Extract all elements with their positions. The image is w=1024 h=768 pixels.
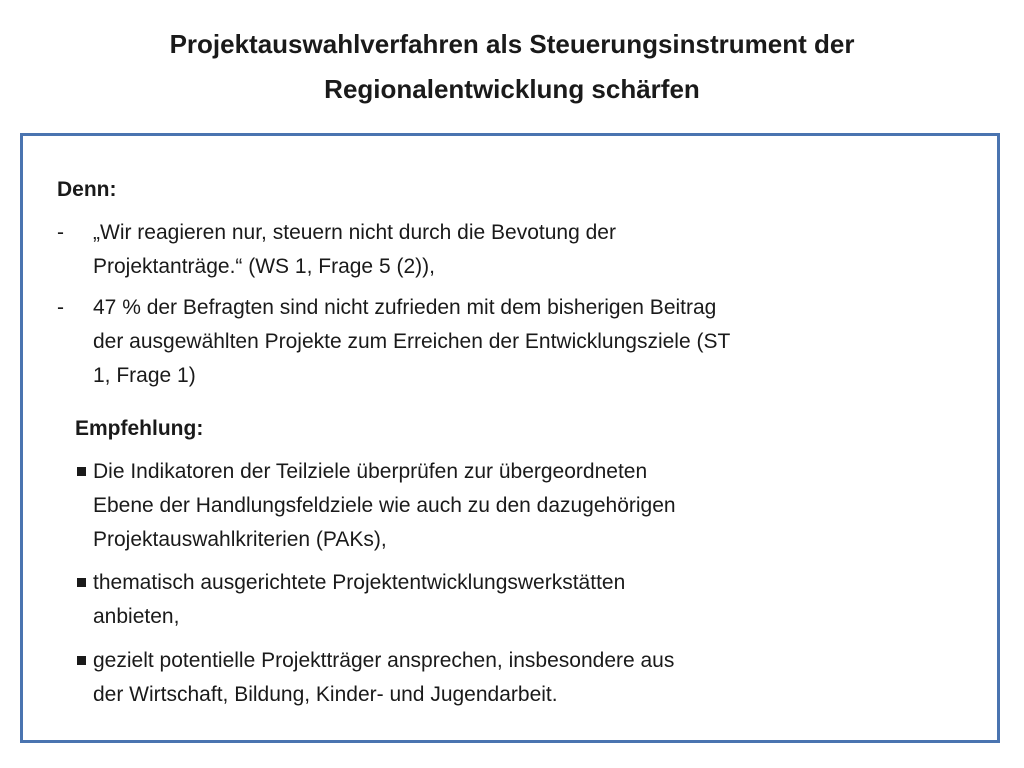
empfehlung-heading: Empfehlung:	[75, 417, 204, 440]
denn-item-1	[57, 216, 616, 284]
content-box	[20, 133, 1000, 743]
square-bullet-icon	[77, 656, 86, 665]
empfehlung-item-2-text	[93, 566, 625, 634]
denn-item-1-line-1: „Wir reagieren nur, steuern nicht durch die Bevotung der	[93, 221, 616, 244]
denn-heading: Denn:	[57, 178, 117, 201]
empfehlung-item-3-text	[93, 644, 674, 712]
dash-marker: -	[57, 221, 64, 244]
empfehlung-item-1-text	[93, 455, 676, 557]
denn-item-2-line-3: 1, Frage 1)	[93, 364, 196, 387]
denn-item-2-line-1: 47 % der Befragten sind nicht zufrieden mit dem bisherigen Beitrag	[93, 296, 717, 319]
denn-item-1-line-2: Projektanträge.“ (WS 1, Frage 5 (2)),	[93, 255, 435, 278]
empfehlung-item-1	[75, 455, 676, 557]
slide-title-line-1: Projektauswahlverfahren als Steuerungsinstrument der	[169, 29, 855, 59]
empfehlung-item-2-line-1: thematisch ausgerichtete Projektentwicklungswerkstätten	[93, 571, 626, 594]
square-bullet-icon	[77, 578, 86, 587]
empfehlung-item-1-line-2: Ebene der Handlungsfeldziele wie auch zu den dazugehörigen	[93, 494, 676, 517]
empfehlung-item-2	[75, 566, 625, 634]
empfehlung-item-3-line-1: gezielt potentielle Projektträger ansprechen, insbesondere aus	[93, 649, 675, 672]
empfehlung-item-3-line-2: der Wirtschaft, Bildung, Kinder- und Jugendarbeit.	[93, 683, 558, 706]
empfehlung-item-1-line-3: Projektauswahlkriterien (PAKs),	[93, 528, 387, 551]
denn-item-2-text	[93, 291, 730, 393]
empfehlung-item-3	[75, 644, 674, 712]
empfehlung-item-2-line-2: anbieten,	[93, 605, 180, 628]
empfehlung-item-1-line-1: Die Indikatoren der Teilziele überprüfen zur übergeordneten	[93, 460, 648, 483]
square-bullet-icon	[77, 467, 86, 476]
denn-item-2-line-2: der ausgewählten Projekte zum Erreichen der Entwicklungsziele (ST	[93, 330, 731, 353]
denn-item-2	[57, 291, 730, 393]
denn-item-1-text	[93, 216, 616, 284]
slide-title	[0, 22, 1024, 112]
slide-title-line-2: Regionalentwicklung schärfen	[324, 74, 700, 104]
dash-marker: -	[57, 296, 64, 319]
